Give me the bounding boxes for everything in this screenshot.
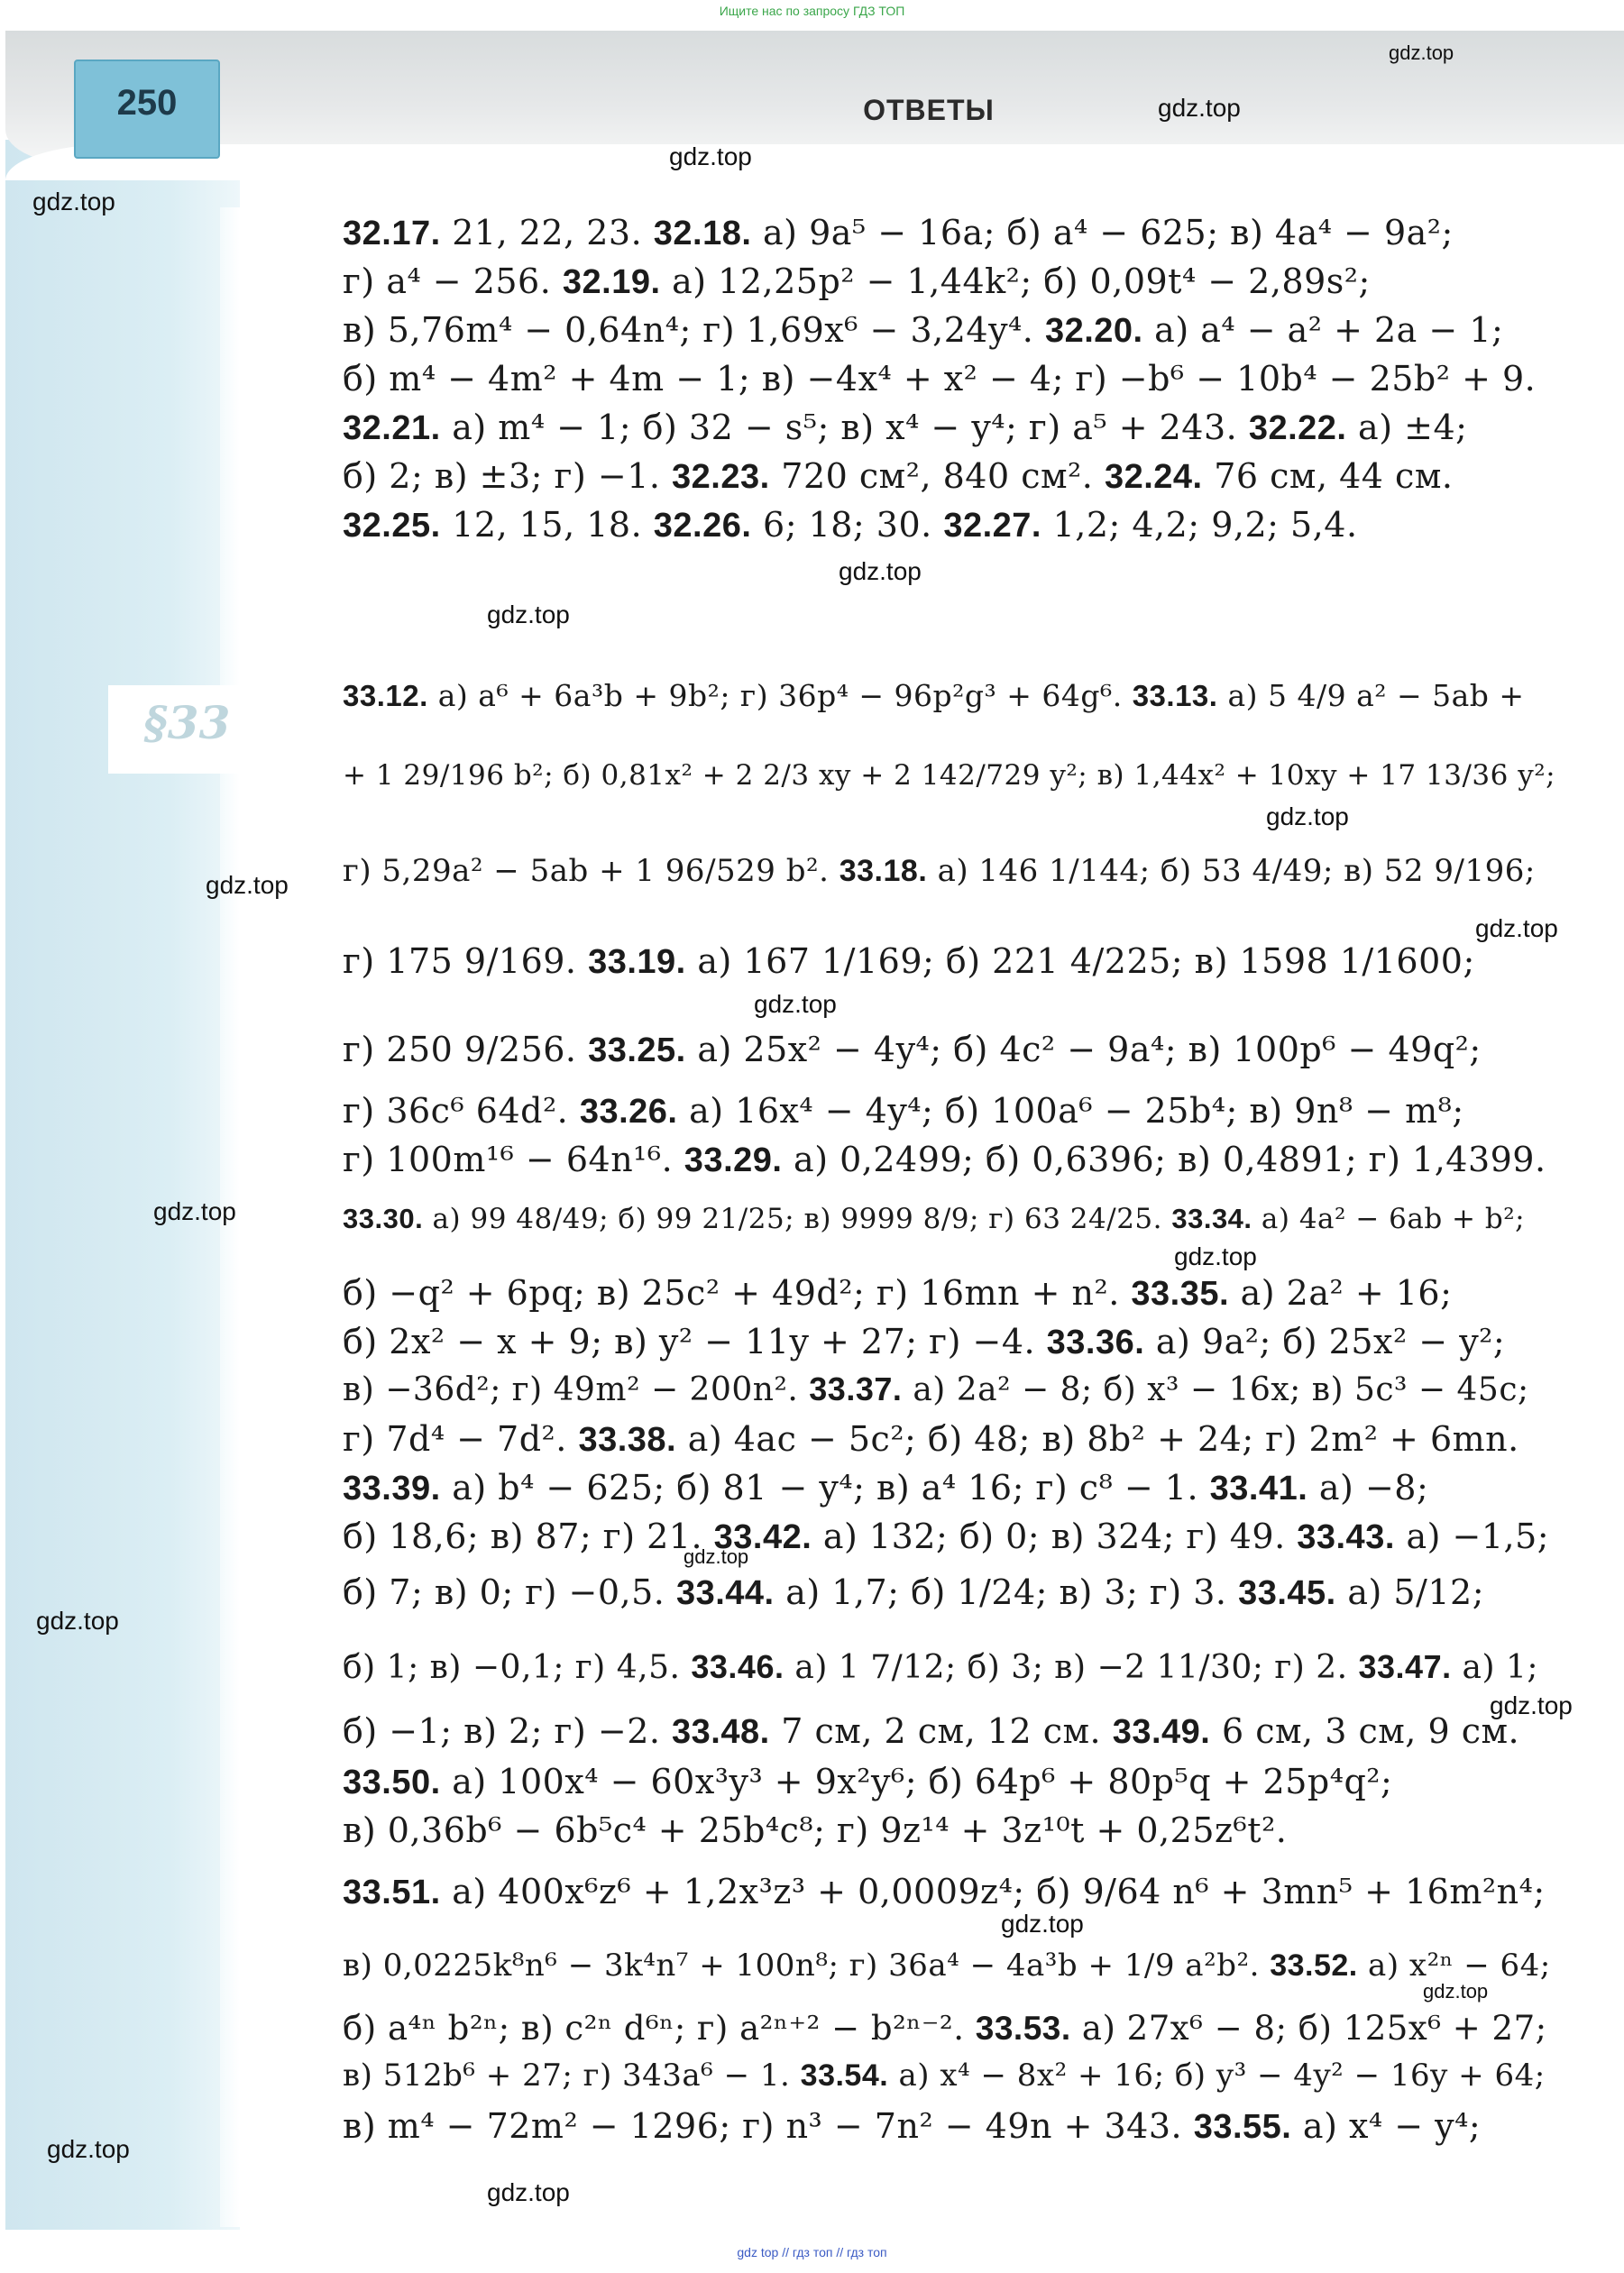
problem-number: 33.45. bbox=[1238, 1574, 1336, 1612]
problem-number: 33.43. bbox=[1297, 1518, 1395, 1556]
problem-number: 33.26. bbox=[579, 1093, 678, 1131]
answer-line: в) −36d²; г) 49m² − 200n². 33.37. а) 2a² − 8; б) x³ − 16x; в) 5c³ − 45c; bbox=[343, 1370, 1529, 1408]
section-label: §33 bbox=[143, 696, 231, 749]
answer-line: 33.51. а) 400x⁶z⁶ + 1,2x³z³ + 0,0009z⁴; б) 9/64 n⁶ + 3mn⁵ + 16m²n⁴; bbox=[343, 1872, 1546, 1911]
problem-number: 33.36. bbox=[1046, 1324, 1145, 1361]
problem-number: 33.39. bbox=[343, 1470, 441, 1508]
problem-number: 33.34. bbox=[1171, 1203, 1252, 1234]
watermark: gdz.top bbox=[1001, 1910, 1084, 1938]
answer-line: б) 2x² − x + 9; в) y² − 11y + 27; г) −4. 33.36. а) 9a²; б) 25x² − y²; bbox=[343, 1322, 1506, 1361]
answer-line: 33.12. а) a⁶ + 6a³b + 9b²; г) 36p⁴ − 96p²g³ + 64g⁶. 33.13. а) 5 4/9 a² − 5ab + bbox=[343, 678, 1525, 713]
watermark: gdz.top bbox=[487, 600, 570, 628]
watermark: gdz.top bbox=[1475, 914, 1558, 942]
problem-number: 32.19. bbox=[562, 263, 661, 301]
problem-number: 33.41. bbox=[1209, 1470, 1308, 1508]
answer-line: г) a⁴ − 256. 32.19. а) 12,25p² − 1,44k²; б) 0,09t⁴ − 2,89s²; bbox=[343, 261, 1371, 301]
answer-line: б) 18,6; в) 87; г) 21. 33.42. а) 132; б) 0; в) 324; г) 49. 33.43. а) −1,5; bbox=[343, 1517, 1550, 1556]
watermark: gdz.top bbox=[1158, 94, 1241, 122]
problem-number: 32.24. bbox=[1104, 458, 1203, 496]
answer-line: г) 7d⁴ − 7d². 33.38. а) 4ac − 5c²; б) 48; в) 8b² + 24; г) 2m² + 6mn. bbox=[343, 1419, 1519, 1459]
answer-line: в) 0,0225k⁸n⁶ − 3k⁴n⁷ + 100n⁸; г) 36a⁴ − 4a³b + 1/9 a²b². 33.52. а) x²ⁿ − 64; bbox=[343, 1948, 1551, 1984]
answer-line: 32.17. 21, 22, 23. 32.18. а) 9a⁵ − 16a; б) a⁴ − 625; в) 4a⁴ − 9a²; bbox=[343, 213, 1454, 252]
problem-number: 33.52. bbox=[1270, 1948, 1358, 1983]
problem-number: 33.25. bbox=[588, 1031, 686, 1069]
problem-number: 33.12. bbox=[343, 679, 428, 712]
watermark: gdz.top bbox=[153, 1197, 236, 1225]
answer-line: г) 175 9/169. 33.19. а) 167 1/169; б) 221 4/225; в) 1598 1/1600; bbox=[343, 941, 1475, 981]
problem-number: 32.22. bbox=[1248, 409, 1347, 447]
watermark: gdz.top bbox=[206, 871, 289, 899]
problem-number: 32.21. bbox=[343, 409, 441, 447]
watermark: gdz.top bbox=[1490, 1691, 1573, 1719]
problem-number: 33.18. bbox=[839, 854, 928, 888]
header-curve bbox=[5, 144, 1624, 180]
answer-line: б) 1; в) −0,1; г) 4,5. 33.46. а) 1 7/12; б) 3; в) −2 11/30; г) 2. 33.47. а) 1; bbox=[343, 1648, 1539, 1686]
answer-line: 33.30. а) 99 48/49; б) 99 21/25; в) 9999 8/9; г) 63 24/25. 33.34. а) 4a² − 6ab + b²; bbox=[343, 1203, 1526, 1235]
problem-number: 33.46. bbox=[691, 1648, 784, 1685]
watermark: gdz.top bbox=[36, 1607, 119, 1635]
problem-number: 33.44. bbox=[675, 1574, 775, 1612]
bottom-banner: gdz top // гдз топ // гдз топ bbox=[737, 2245, 887, 2259]
answer-line: в) 5,76m⁴ − 0,64n⁴; г) 1,69x⁶ − 3,24y⁴. 32.20. а) a⁴ − a² + 2a − 1; bbox=[343, 310, 1504, 350]
problem-number: 32.23. bbox=[672, 458, 770, 496]
problem-number: 33.51. bbox=[343, 1874, 441, 1911]
top-banner: Ищите нас по запросу ГДЗ ТОП bbox=[719, 4, 905, 18]
watermark: gdz.top bbox=[487, 2178, 570, 2206]
problem-number: 33.50. bbox=[343, 1764, 441, 1801]
problem-number: 32.18. bbox=[653, 215, 752, 252]
answer-line: б) −q² + 6pq; в) 25c² + 49d²; г) 16mn + n². 33.35. а) 2a² + 16; bbox=[343, 1273, 1453, 1313]
problem-number: 32.25. bbox=[343, 507, 441, 545]
sidebar-strip bbox=[5, 140, 240, 2230]
problem-number: 33.48. bbox=[672, 1713, 770, 1751]
answer-line: б) m⁴ − 4m² + 4m − 1; в) −4x⁴ + x² − 4; г) −b⁶ − 10b⁴ − 25b² + 9. bbox=[343, 359, 1537, 399]
answer-line: б) 7; в) 0; г) −0,5. 33.44. а) 1,7; б) 1/24; в) 3; г) 3. 33.45. а) 5/12; bbox=[343, 1572, 1485, 1612]
answer-line: + 1 29/196 b²; б) 0,81x² + 2 2/3 xy + 2 142/729 y²; в) 1,44x² + 10xy + 17 13/36 y²; bbox=[343, 759, 1556, 792]
problem-number: 33.49. bbox=[1112, 1713, 1211, 1751]
watermark: gdz.top bbox=[669, 142, 752, 170]
watermark: gdz.top bbox=[1389, 41, 1454, 64]
page-number: 250 bbox=[116, 83, 178, 123]
problem-number: 33.29. bbox=[684, 1141, 783, 1179]
answer-line: 32.25. 12, 15, 18. 32.26. 6; 18; 30. 32.27. 1,2; 4,2; 9,2; 5,4. bbox=[343, 505, 1358, 545]
answer-line: 33.39. а) b⁴ − 625; б) 81 − y⁴; в) a⁴ 16; г) c⁸ − 1. 33.41. а) −8; bbox=[343, 1468, 1429, 1508]
problem-number: 33.30. bbox=[343, 1203, 424, 1234]
problem-number: 32.26. bbox=[653, 507, 752, 545]
problem-number: 32.17. bbox=[343, 215, 441, 252]
answer-line: 33.50. а) 100x⁴ − 60x³y³ + 9x²y⁶; б) 64p⁶ + 80p⁵q + 25p⁴q²; bbox=[343, 1762, 1393, 1801]
answer-line: б) 2; в) ±3; г) −1. 32.23. 720 см², 840 см². 32.24. 76 см, 44 см. bbox=[343, 456, 1454, 496]
watermark: gdz.top bbox=[1423, 1980, 1489, 2003]
watermark: gdz.top bbox=[32, 188, 115, 215]
problem-number: 33.55. bbox=[1193, 2108, 1292, 2146]
page-title: ОТВЕТЫ bbox=[863, 94, 995, 126]
problem-number: 33.54. bbox=[800, 2058, 889, 2093]
problem-number: 33.37. bbox=[809, 1370, 903, 1407]
watermark: gdz.top bbox=[1266, 802, 1349, 830]
answer-line: б) a⁴ⁿ b²ⁿ; в) c²ⁿ d⁶ⁿ; г) a²ⁿ⁺² − b²ⁿ⁻². 33.53. а) 27x⁶ − 8; б) 125x⁶ + 27; bbox=[343, 2009, 1547, 2048]
answer-line: б) −1; в) 2; г) −2. 33.48. 7 см, 2 см, 12 см. 33.49. 6 см, 3 см, 9 см. bbox=[343, 1711, 1520, 1751]
problem-number: 33.19. bbox=[588, 943, 686, 981]
watermark: gdz.top bbox=[47, 2135, 130, 2163]
problem-number: 33.53. bbox=[975, 2010, 1071, 2047]
problem-number: 32.20. bbox=[1044, 312, 1143, 350]
answer-line: в) 0,36b⁶ − 6b⁵c⁴ + 25b⁴c⁸; г) 9z¹⁴ + 3z¹⁰t + 0,25z⁶t². bbox=[343, 1810, 1288, 1850]
watermark: gdz.top bbox=[754, 990, 837, 1018]
answer-line: г) 36c⁶ 64d². 33.26. а) 16x⁴ − 4y⁴; б) 100a⁶ − 25b⁴; в) 9n⁸ − m⁸; bbox=[343, 1091, 1464, 1131]
answer-line: г) 5,29a² − 5ab + 1 96/529 b². 33.18. а) 146 1/144; б) 53 4/49; в) 52 9/196; bbox=[343, 853, 1536, 889]
answer-line: 32.21. а) m⁴ − 1; б) 32 − s⁵; в) x⁴ − y⁴; г) a⁵ + 243. 32.22. а) ±4; bbox=[343, 408, 1468, 447]
watermark: gdz.top bbox=[684, 1545, 749, 1568]
problem-number: 33.13. bbox=[1132, 679, 1218, 712]
watermark: gdz.top bbox=[1174, 1242, 1257, 1270]
problem-number: 33.38. bbox=[578, 1421, 677, 1459]
problem-number: 32.27. bbox=[943, 507, 1041, 545]
problem-number: 33.35. bbox=[1131, 1275, 1230, 1313]
answer-line: в) m⁴ − 72m² − 1296; г) n³ − 7n² − 49n + 343. 33.55. а) x⁴ − y⁴; bbox=[343, 2106, 1482, 2146]
problem-number: 33.47. bbox=[1358, 1648, 1452, 1685]
problem-number: 33.42. bbox=[713, 1518, 812, 1556]
answer-line: в) 512b⁶ + 27; г) 343a⁶ − 1. 33.54. а) x⁴ − 8x² + 16; б) y³ − 4y² − 16y + 64; bbox=[343, 2058, 1546, 2094]
answer-line: г) 100m¹⁶ − 64n¹⁶. 33.29. а) 0,2499; б) 0,6396; в) 0,4891; г) 1,4399. bbox=[343, 1140, 1546, 1179]
answer-line: г) 250 9/256. 33.25. а) 25x² − 4y⁴; б) 4c² − 9a⁴; в) 100p⁶ − 49q²; bbox=[343, 1030, 1482, 1069]
watermark: gdz.top bbox=[839, 557, 922, 585]
